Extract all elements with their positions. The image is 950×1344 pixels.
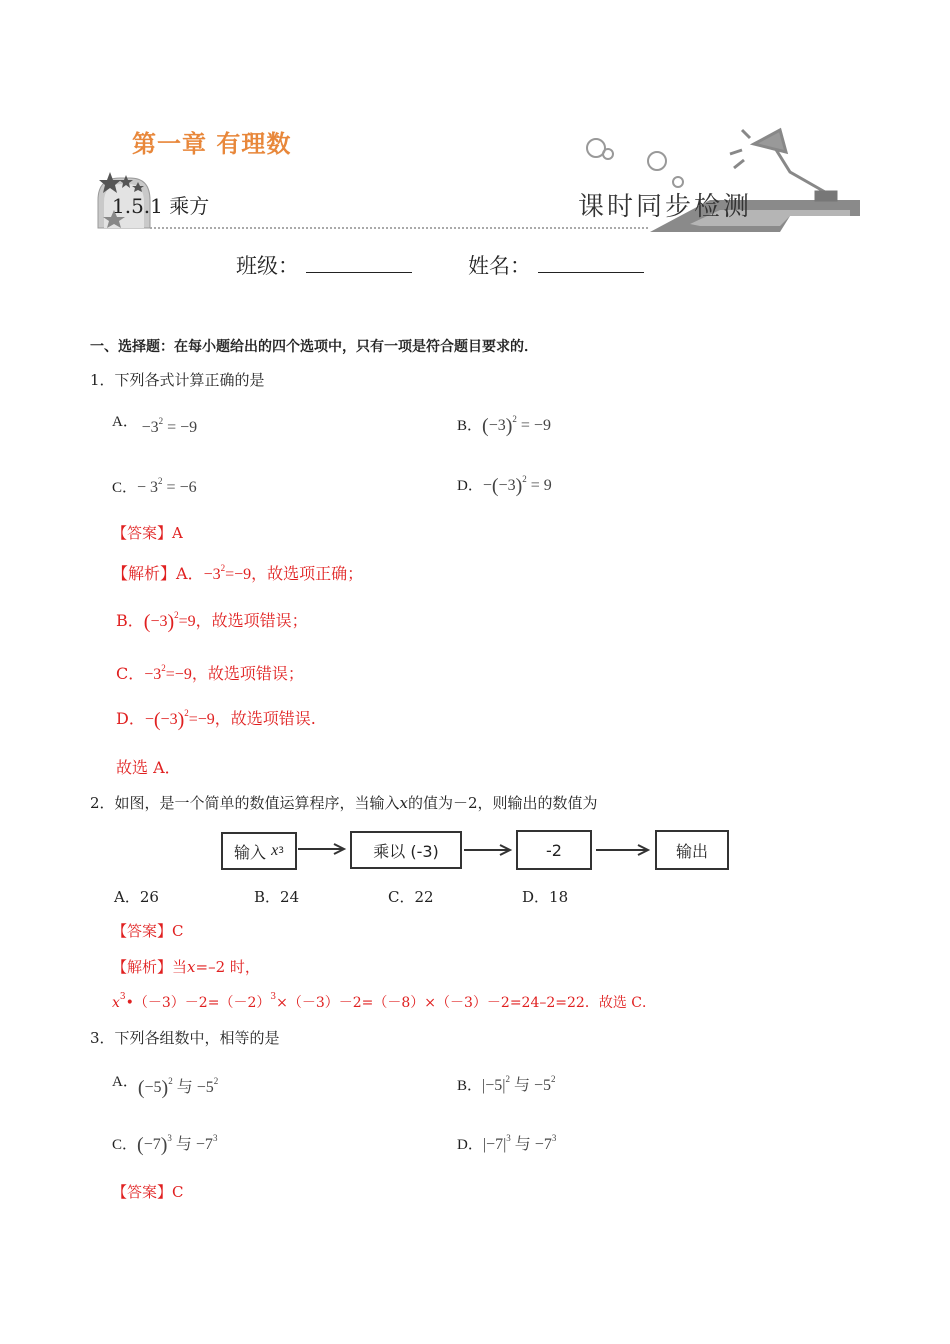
q1-option-c: C．− $3^2 = -6$ — [112, 476, 197, 496]
q1-analysis-b: B．$(-3)^2=9$，故选项错误； — [116, 610, 308, 633]
flow-box-input: 输入 x 3 — [221, 832, 297, 870]
flow-arrow-1 — [296, 841, 350, 857]
flow-box-subtract: -2 — [516, 830, 592, 870]
q1-analysis-d: D．$-(-3)^2=-9$，故选项错误. — [116, 708, 316, 731]
q1-conclusion: 故选 A． — [116, 758, 181, 777]
class-field[interactable] — [306, 250, 412, 273]
class-label: 班级： — [236, 254, 299, 278]
q1-option-a: A． $-3^2 = -9$ — [112, 414, 198, 436]
q3-option-b: B．$|-5|^2$ 与 $-5^2$ — [457, 1074, 556, 1094]
q1-answer: 【答案】A — [112, 524, 183, 542]
flow-box-output: 输出 — [655, 830, 729, 870]
flow-box-multiply: 乘以 (-3) — [350, 831, 462, 869]
q3-option-a: A．$(-5)^2$ 与 $-5^2$ — [112, 1074, 219, 1099]
q1-analysis-c: C．$-3^2=-9$，故选项错误； — [116, 663, 304, 683]
q3-option-d: D．$|-7|^3$ 与 $-7^3$ — [457, 1133, 557, 1153]
q1-stem: 1．下列各式计算正确的是 — [90, 371, 265, 389]
name-label: 姓名： — [468, 254, 531, 278]
q2-answer: 【答案】C — [112, 922, 184, 940]
section-heading: 一、选择题：在每小题给出的四个选项中，只有一项是符合题目要求的． — [90, 339, 538, 355]
q1-analysis-a: 【解析】A．$-3^2=-9$，故选项正确； — [112, 563, 364, 583]
q2-analysis-line1: 【解析】当x=–2 时， — [112, 958, 260, 976]
q1-option-b: B．$(-3)^2 = -9$ — [457, 414, 551, 437]
q2-option-d: D．18 — [522, 888, 569, 906]
q3-answer: 【答案】C — [112, 1183, 184, 1201]
section-title: 1.5.1 乘方 — [112, 194, 210, 218]
slogan: 课时同步检测 — [578, 192, 753, 222]
q2-stem: 2．如图，是一个简单的数值运算程序，当输入x的值为－2，则输出的数值为 — [90, 794, 598, 812]
q2-option-c: C．22 — [388, 888, 434, 906]
q1-option-d: D．$-(-3)^2 = 9$ — [457, 474, 552, 497]
flow-arrow-3 — [594, 842, 654, 858]
flow-arrow-2 — [462, 842, 516, 858]
name-field[interactable] — [538, 250, 644, 273]
chapter-title: 第一章 有理数 — [132, 130, 292, 158]
q3-option-c: C．$(-7)^3$ 与 $-7^3$ — [112, 1133, 218, 1156]
q2-option-a: A．26 — [114, 888, 159, 906]
q3-stem: 3．下列各组数中，相等的是 — [90, 1029, 280, 1047]
q2-option-b: B．24 — [254, 888, 300, 906]
q2-analysis-line2: $x^3•(-3)-2=(-2)^3\times(-3)-2=(-8)\times(-3)-2=24-2=22$．故选 C． — [112, 992, 656, 1011]
